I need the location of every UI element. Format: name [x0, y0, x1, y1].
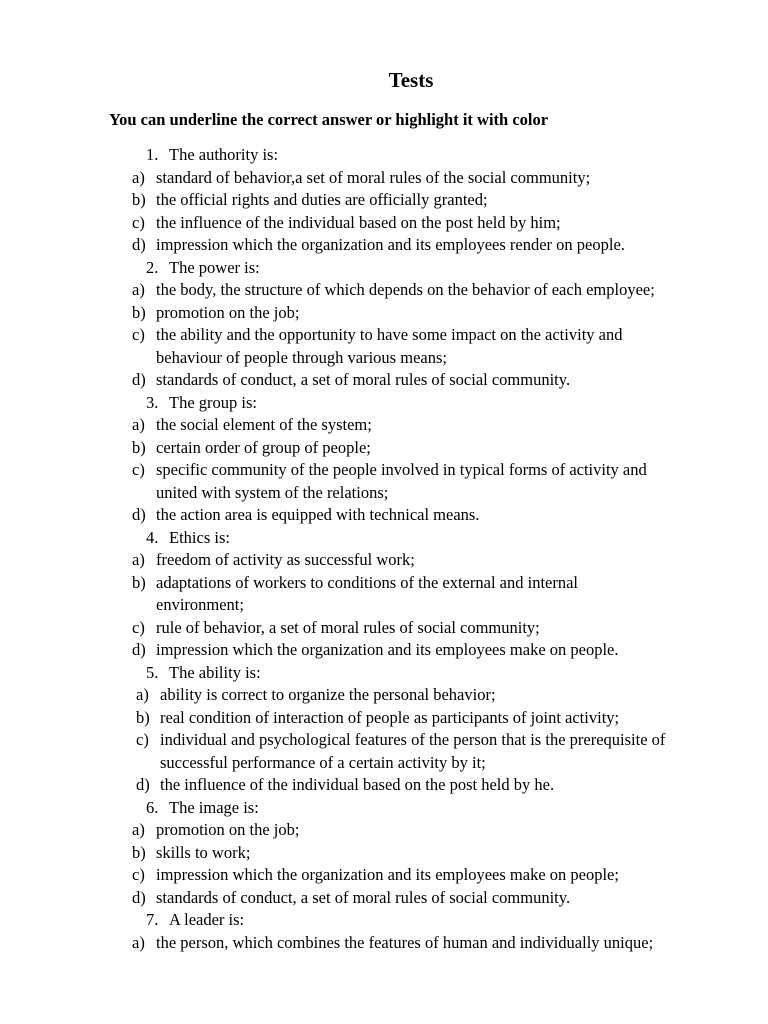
- option-letter: a): [132, 167, 145, 187]
- test-items: [0, 144, 768, 954]
- question-number: 6.: [146, 797, 159, 817]
- answer-option-line: [0, 729, 768, 752]
- answer-option-line: [0, 302, 768, 325]
- answer-option-line: [0, 639, 768, 662]
- answer-option-line: [0, 684, 768, 707]
- option-text[interactable]: the influence of the individual based on the post held by him;: [156, 212, 561, 232]
- answer-option-line: [0, 504, 768, 527]
- answer-continuation-line: [0, 347, 768, 370]
- option-text[interactable]: ability is correct to organize the personal behavior;: [160, 685, 496, 704]
- answer-option-line: [0, 212, 768, 235]
- option-letter: b): [132, 572, 146, 592]
- option-text[interactable]: impression which the organization and its employees render on people.: [156, 235, 625, 254]
- option-text[interactable]: the official rights and duties are officially granted;: [156, 190, 488, 209]
- question-number: 2.: [146, 257, 159, 277]
- answer-continuation-line: [0, 752, 768, 775]
- option-letter: c): [132, 325, 145, 344]
- instruction-text: You can underline the correct answer or highlight it with color: [109, 110, 549, 129]
- answer-option-line: [0, 842, 768, 865]
- question-text[interactable]: The ability is:: [169, 662, 261, 682]
- question-line: [0, 144, 768, 167]
- option-letter: a): [136, 685, 149, 704]
- question-line: [0, 527, 768, 550]
- option-text[interactable]: freedom of activity as successful work;: [156, 550, 415, 569]
- option-letter: c): [132, 460, 145, 479]
- question-text[interactable]: Ethics is:: [169, 527, 230, 547]
- answer-option-line: [0, 167, 768, 190]
- answer-option-line: [0, 459, 768, 482]
- option-letter: c): [136, 730, 149, 749]
- option-text[interactable]: real condition of interaction of people as participants of joint activity;: [160, 707, 620, 727]
- answer-option-line: [0, 414, 768, 437]
- option-text[interactable]: environment;: [156, 595, 244, 614]
- question-line: [0, 909, 768, 932]
- answer-option-line: [0, 864, 768, 887]
- option-letter: b): [132, 842, 146, 862]
- option-text[interactable]: the influence of the individual based on the post held by he.: [160, 775, 555, 794]
- question-line: [0, 257, 768, 280]
- question-number: 1.: [146, 145, 159, 164]
- option-text[interactable]: standards of conduct, a set of moral rules of social community.: [156, 887, 571, 907]
- question-number: 3.: [146, 392, 159, 412]
- question-text[interactable]: The image is:: [169, 797, 259, 817]
- answer-option-line: [0, 234, 768, 257]
- option-text[interactable]: standard of behavior,a set of moral rules of the social community;: [156, 167, 591, 187]
- question-text[interactable]: The group is:: [169, 392, 257, 412]
- option-letter: a): [132, 415, 145, 434]
- question-line: [0, 797, 768, 820]
- option-text[interactable]: standards of conduct, a set of moral rules of social community.: [156, 370, 571, 389]
- option-text[interactable]: united with system of the relations;: [156, 482, 389, 502]
- question-number: 5.: [146, 662, 159, 682]
- option-letter: c): [132, 617, 145, 637]
- answer-option-line: [0, 572, 768, 595]
- option-letter: a): [132, 280, 145, 299]
- option-text[interactable]: impression which the organization and its employees make on people.: [156, 640, 619, 659]
- option-letter: c): [132, 212, 145, 232]
- option-text[interactable]: specific community of the people involved in typical forms of activity and: [156, 460, 647, 479]
- option-letter: a): [132, 820, 145, 839]
- answer-option-line: [0, 324, 768, 347]
- option-letter: a): [132, 932, 145, 952]
- option-letter: a): [132, 550, 145, 569]
- option-letter: c): [132, 865, 145, 884]
- answer-continuation-line: [0, 482, 768, 505]
- option-text[interactable]: behaviour of people through various means;: [156, 347, 447, 367]
- answer-continuation-line: [0, 594, 768, 617]
- answer-option-line: [0, 549, 768, 572]
- answer-option-line: [0, 932, 768, 955]
- option-text[interactable]: promotion on the job;: [156, 820, 300, 839]
- option-text[interactable]: adaptations of workers to conditions of the external and internal: [156, 572, 578, 592]
- page-title: Tests: [388, 68, 434, 92]
- option-letter: b): [132, 190, 146, 209]
- question-text[interactable]: The power is:: [169, 257, 260, 277]
- option-letter: d): [132, 370, 146, 389]
- option-letter: d): [132, 505, 146, 524]
- question-line: [0, 662, 768, 685]
- question-text[interactable]: A leader is:: [169, 910, 245, 929]
- option-text[interactable]: promotion on the job;: [156, 302, 300, 322]
- option-text[interactable]: the social element of the system;: [156, 415, 372, 434]
- option-text[interactable]: the action area is equipped with technical means.: [156, 505, 480, 524]
- option-letter: d): [132, 640, 146, 659]
- option-text[interactable]: individual and psychological features of the person that is the prerequisite of: [160, 730, 666, 749]
- option-letter: d): [132, 235, 146, 254]
- option-text[interactable]: successful performance of a certain activity by it;: [160, 752, 486, 772]
- answer-option-line: [0, 279, 768, 302]
- answer-option-line: [0, 819, 768, 842]
- option-text[interactable]: certain order of group of people;: [156, 437, 371, 457]
- answer-option-line: [0, 707, 768, 730]
- option-text[interactable]: the person, which combines the features of human and individually unique;: [156, 932, 654, 952]
- answer-option-line: [0, 774, 768, 797]
- option-letter: d): [132, 887, 146, 907]
- question-text[interactable]: The authority is:: [169, 145, 279, 164]
- answer-option-line: [0, 887, 768, 910]
- option-letter: b): [132, 437, 146, 457]
- answer-option-line: [0, 617, 768, 640]
- answer-option-line: [0, 437, 768, 460]
- option-text[interactable]: the ability and the opportunity to have some impact on the activity and: [156, 325, 623, 344]
- option-text[interactable]: skills to work;: [156, 842, 251, 862]
- option-text[interactable]: the body, the structure of which depends on the behavior of each employee;: [156, 280, 655, 299]
- option-text[interactable]: rule of behavior, a set of moral rules of social community;: [156, 617, 540, 637]
- question-line: [0, 392, 768, 415]
- answer-option-line: [0, 369, 768, 392]
- answer-option-line: [0, 189, 768, 212]
- option-letter: b): [132, 302, 146, 322]
- question-number: 7.: [146, 910, 159, 929]
- option-letter: d): [136, 775, 150, 794]
- option-letter: b): [136, 707, 150, 727]
- option-text[interactable]: impression which the organization and its employees make on people;: [156, 865, 619, 884]
- question-number: 4.: [146, 527, 159, 547]
